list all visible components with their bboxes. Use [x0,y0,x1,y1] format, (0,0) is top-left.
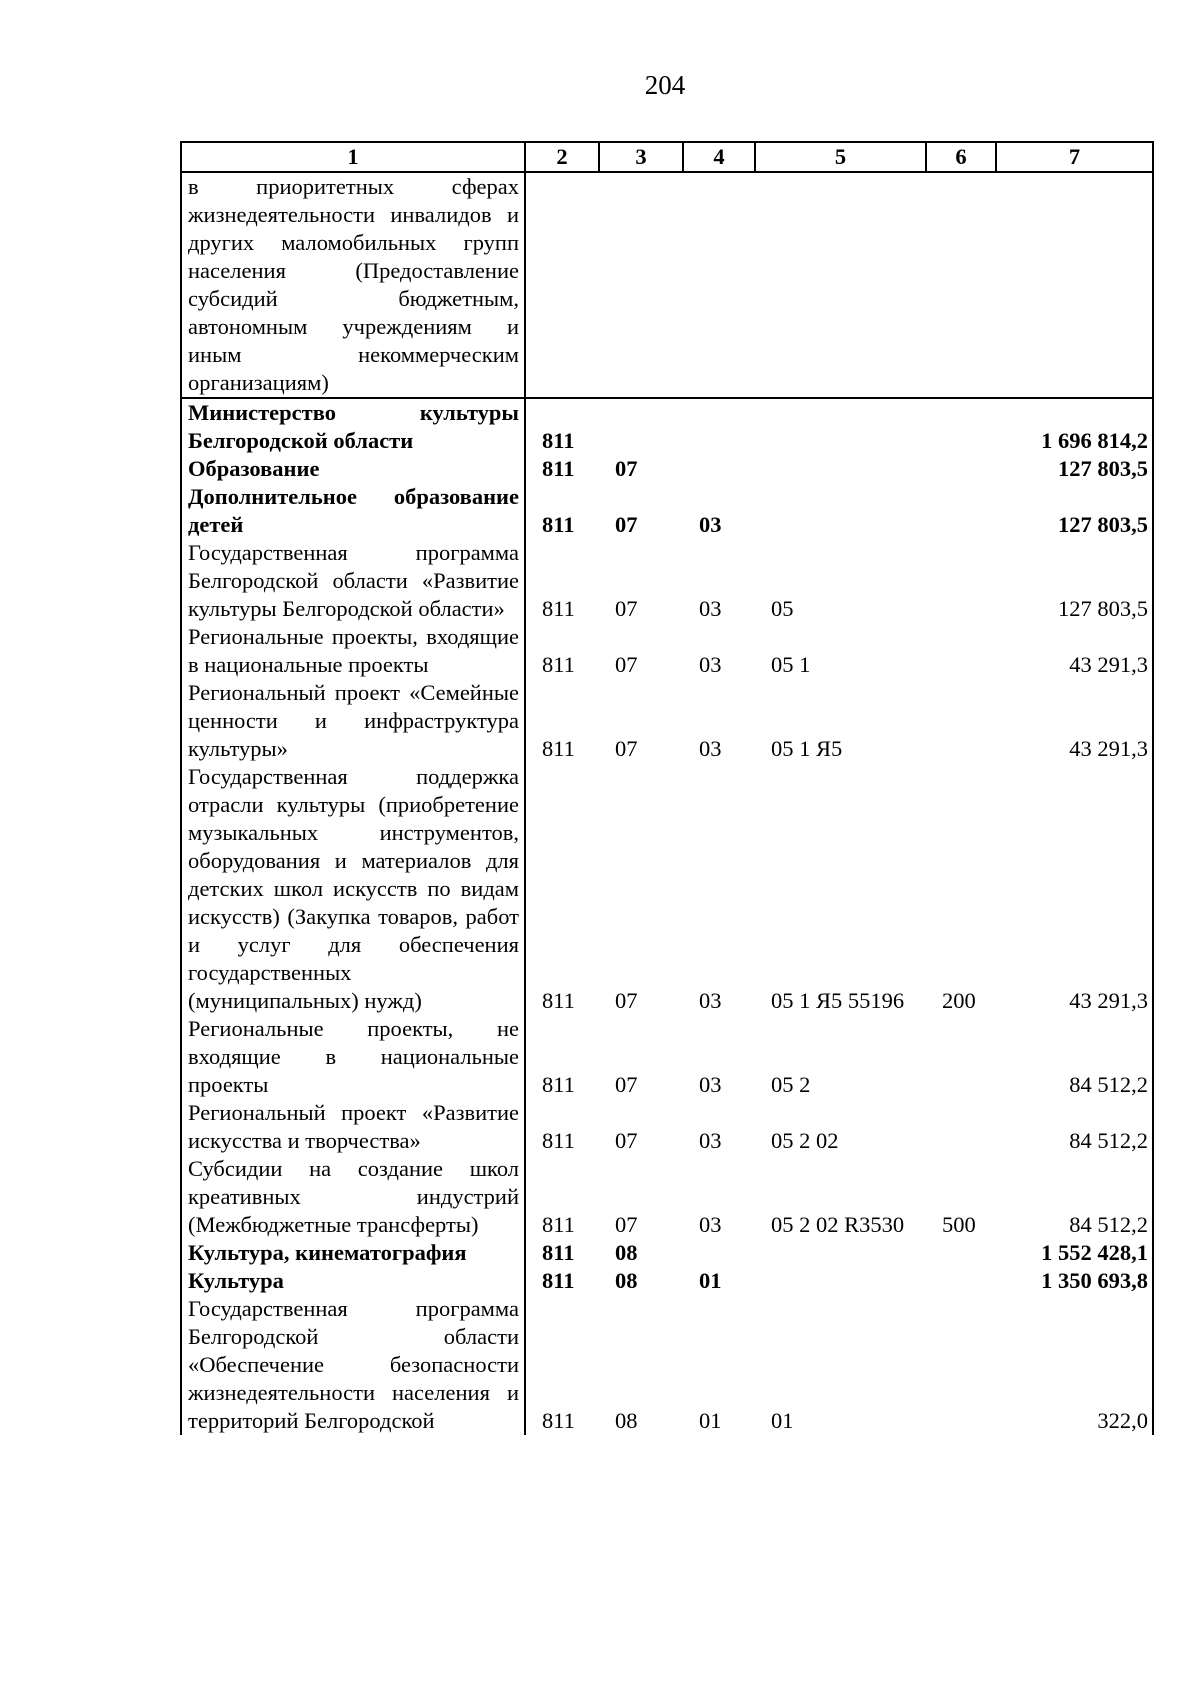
table-row [181,623,1153,679]
section-code: 08 [615,1408,638,1433]
header-cell: 2 [525,142,599,172]
amount: 127 803,5 [996,483,1153,539]
header-cell: 1 [181,142,525,172]
target-article-code [755,398,926,455]
subsection-code: 03 [699,652,722,677]
subsection-code [683,172,755,398]
amount [996,172,1153,398]
table-row [181,172,1153,398]
table-row [181,1295,1153,1435]
expense-type-code [926,679,996,763]
grbs-code: 811 [542,512,575,537]
table-row [181,539,1153,623]
table-row [181,1267,1153,1295]
subsection-code: 03 [699,736,722,761]
row-name: Региональные проекты, не входящие в национальные проекты [181,1015,525,1099]
subsection-code [683,398,755,455]
section-code: 07 [615,1128,638,1153]
budget-table [180,141,1154,1435]
table-row [181,1239,1153,1267]
target-article-code: 05 [771,596,794,621]
table-row [181,679,1153,763]
table-row [181,763,1153,1015]
section-code: 07 [615,652,638,677]
expense-type-code [926,1015,996,1099]
subsection-code [683,455,755,483]
row-name: Министерство культуры Белгородской области [181,398,525,455]
expense-type-code [926,539,996,623]
section-code: 07 [615,988,638,1013]
table-header-row [181,142,1153,172]
subsection-code: 03 [699,596,722,621]
section-code: 07 [615,736,638,761]
grbs-code: 811 [542,1408,575,1433]
amount: 84 512,2 [996,1099,1153,1155]
subsection-code: 03 [699,1128,722,1153]
grbs-code [525,172,599,398]
section-code: 07 [615,596,638,621]
subsection-code: 01 [699,1408,722,1433]
table-row [181,398,1153,455]
subsection-code: 03 [699,988,722,1013]
grbs-code: 811 [542,736,575,761]
target-article-code: 01 [771,1408,794,1433]
section-code: 07 [615,1072,638,1097]
section-code: 08 [615,1268,638,1293]
row-name: Образование [181,455,525,483]
amount: 127 803,5 [996,455,1153,483]
grbs-code: 811 [542,596,575,621]
expense-type-code [926,1295,996,1435]
target-article-code: 05 1 [771,652,811,677]
target-article-code [755,172,926,398]
amount: 1 552 428,1 [996,1239,1153,1267]
row-name: Региональный проект «Развитие искусства и творчества» [181,1099,525,1155]
grbs-code: 811 [542,1128,575,1153]
table-row [181,1155,1153,1239]
section-code: 07 [615,512,638,537]
grbs-code: 811 [542,1212,575,1237]
target-article-code: 05 2 02 [771,1128,839,1153]
row-name: Государственная программа Белгородской области «Развитие культуры Белгородской области» [181,539,525,623]
header-cell: 3 [599,142,683,172]
row-name: Субсидии на создание школ креативных индустрий (Межбюджетные трансферты) [181,1155,525,1239]
expense-type-code [926,172,996,398]
expense-type-code [926,1099,996,1155]
amount: 43 291,3 [996,623,1153,679]
row-name: Государственная поддержка отрасли культуры (приобретение музыкальных инструментов, оборудования и материалов для детских школ искусств по видам искусств) (Закупка товаров, работ и услуг для обеспечения государственных (муниципальных) нужд) [181,763,525,1015]
section-code: 07 [615,1212,638,1237]
target-article-code: 05 1 Я5 [771,736,843,761]
row-name: Культура, кинематография [181,1239,525,1267]
subsection-code: 03 [699,512,722,537]
header-cell: 7 [996,142,1153,172]
grbs-code: 811 [525,398,599,455]
row-name: Региональные проекты, входящие в национальные проекты [181,623,525,679]
amount: 322,0 [996,1295,1153,1435]
expense-type-code [926,623,996,679]
table-row [181,1015,1153,1099]
amount: 127 803,5 [996,539,1153,623]
table-row [181,483,1153,539]
header-cell: 4 [683,142,755,172]
target-article-code [755,1239,926,1267]
row-name: Региональный проект «Семейные ценности и инфраструктура культуры» [181,679,525,763]
row-name: Дополнительное образование детей [181,483,525,539]
expense-type-code [926,483,996,539]
grbs-code: 811 [542,652,575,677]
row-name: Государственная программа Белгородской области «Обеспечение безопасности жизнедеятельности населения и территорий Белгородской [181,1295,525,1435]
amount: 1 350 693,8 [996,1267,1153,1295]
subsection-code: 03 [699,1212,722,1237]
amount: 43 291,3 [996,679,1153,763]
expense-type-code [926,1239,996,1267]
page-number: 204 [644,70,686,100]
section-code [599,398,683,455]
subsection-code [683,1239,755,1267]
amount: 1 696 814,2 [996,398,1153,455]
table-body [181,172,1153,1435]
header-cell: 6 [926,142,996,172]
section-code: 08 [615,1240,638,1265]
grbs-code: 811 [542,1268,575,1293]
target-article-code: 05 2 [771,1072,811,1097]
target-article-code [755,483,926,539]
expense-type-code [926,1267,996,1295]
grbs-code: 811 [542,1240,575,1265]
amount: 84 512,2 [996,1155,1153,1239]
section-code: 07 [615,456,638,481]
subsection-code: 01 [699,1268,722,1293]
expense-type-code: 200 [942,988,976,1013]
header-cell: 5 [755,142,926,172]
target-article-code: 05 2 02 R3530 [771,1212,905,1237]
row-name: в приоритетных сферах жизнедеятельности инвалидов и других маломобильных групп населения (Предоставление субсидий бюджетным, автономным учреждениям и иным некоммерческим организациям) [181,172,525,398]
section-code [599,172,683,398]
amount: 84 512,2 [996,1015,1153,1099]
row-name: Культура [181,1267,525,1295]
grbs-code: 811 [542,456,575,481]
target-article-code [755,455,926,483]
grbs-code: 811 [542,1072,575,1097]
amount: 43 291,3 [996,763,1153,1015]
target-article-code [755,1267,926,1295]
table-row [181,1099,1153,1155]
grbs-code: 811 [542,988,575,1013]
subsection-code: 03 [699,1072,722,1097]
expense-type-code [926,455,996,483]
expense-type-code [926,398,996,455]
table-row [181,455,1153,483]
target-article-code: 05 1 Я5 55196 [771,988,905,1013]
expense-type-code: 500 [942,1212,976,1237]
